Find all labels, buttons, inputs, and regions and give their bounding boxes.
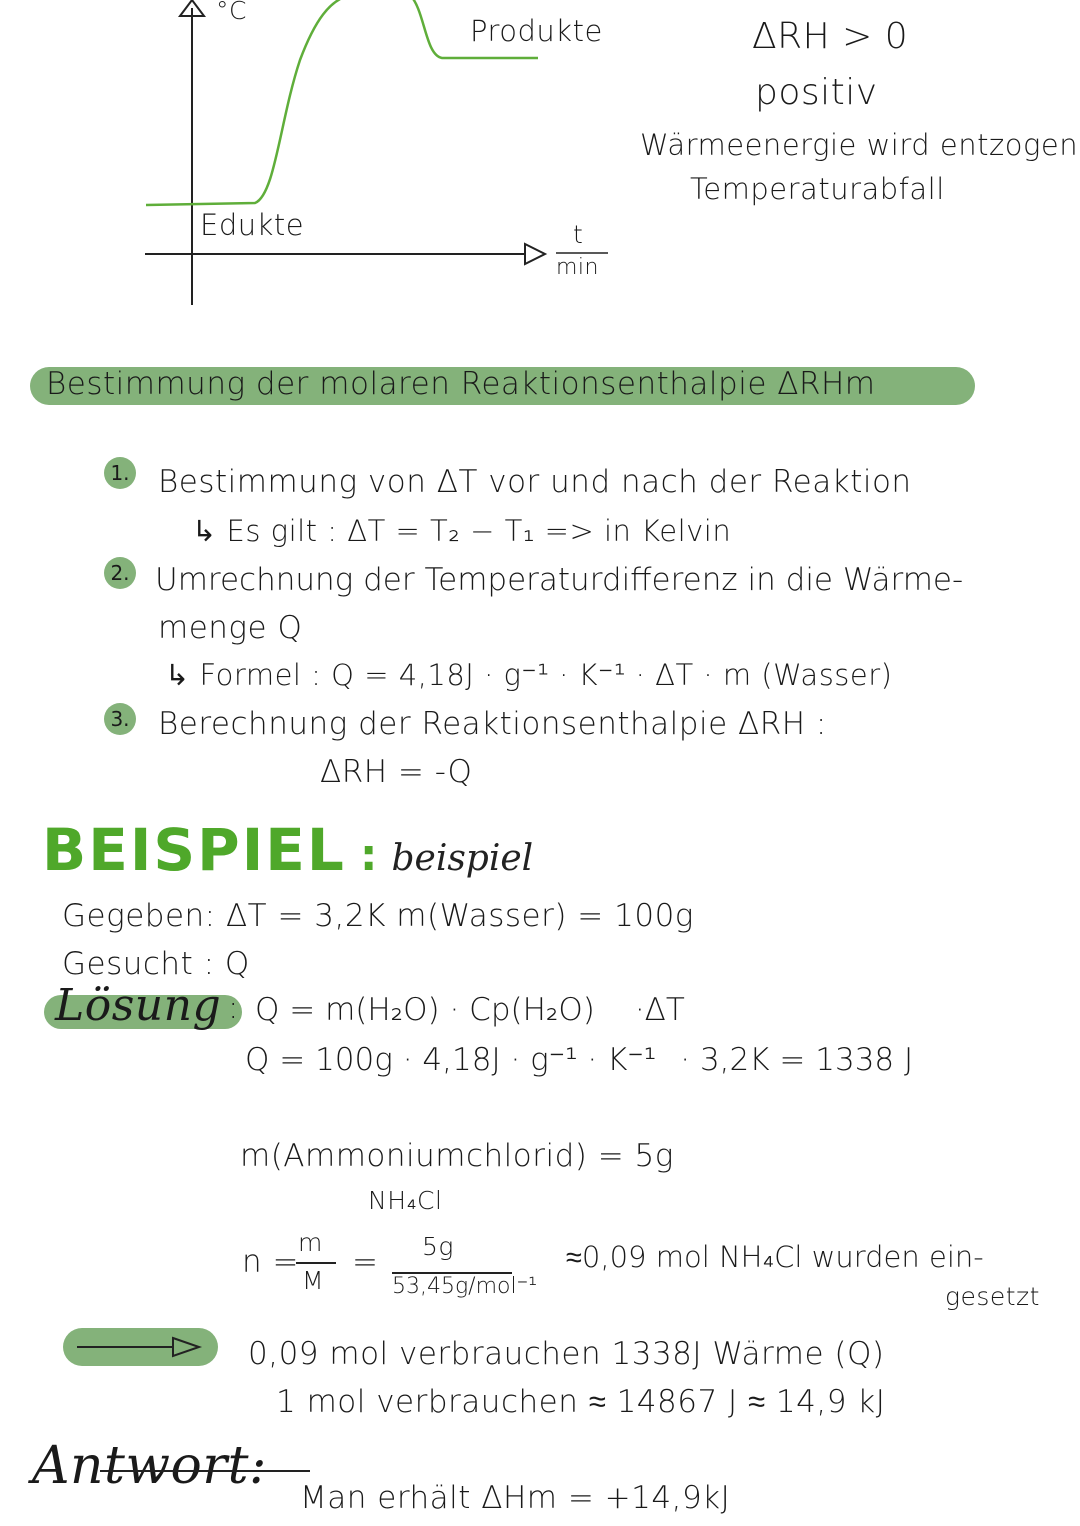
n-equals: =: [352, 1244, 379, 1280]
n-lhs: n =: [242, 1244, 299, 1280]
step-2-text: Umrechnung der Temperaturdifferenz in die Wärme-: [155, 562, 964, 598]
products-label: Produkte: [470, 14, 603, 48]
fraction-numerator: 5g: [422, 1232, 454, 1261]
y-axis-label: °C: [216, 0, 247, 25]
step-1-text: Bestimmung von ΔT vor und nach der Reaktion: [158, 464, 912, 500]
step-3-text: Berechnung der Reaktionsenthalpie ΔRH :: [158, 706, 827, 742]
step-2-sub: ↳ Formel : Q = 4,18J · g⁻¹ · K⁻¹ · ΔT · m (Wasser): [165, 658, 893, 692]
n-denominator: M: [302, 1266, 325, 1295]
n-result: ≈0,09 mol NH₄Cl wurden ein-: [566, 1240, 984, 1274]
enthalpy-sign: ΔRH > 0: [752, 16, 909, 57]
solution-label: Lösung: [55, 980, 222, 1031]
solution-colon: :: [228, 990, 239, 1026]
answer-label: Antwort:: [32, 1436, 268, 1496]
n-fraction-bar: [296, 1262, 336, 1264]
wanted-text: Gesucht : Q: [62, 946, 250, 982]
step-1-sub: ↳ Es gilt : ΔT = T₂ − T₁ => in Kelvin: [192, 514, 732, 548]
conclusion-line-1: 0,09 mol verbrauchen 1338J Wärme (Q): [248, 1336, 885, 1372]
section-title: Bestimmung der molaren Reaktionsenthalpie ΔRHm: [46, 366, 876, 402]
formula-2: Q = 100g · 4,18J · g⁻¹ · K⁻¹: [245, 1042, 657, 1078]
step-3-badge: 3.: [104, 703, 136, 735]
heat-text: Wärmeenergie wird entzogen: [640, 128, 1079, 162]
formula-2-end: · 3,2K = 1338 J: [680, 1042, 914, 1078]
formula-1: Q = m(H₂O) · Cp(H₂O): [255, 992, 595, 1028]
enthalpy-graph: [0, 0, 640, 320]
x-axis-label-min: min: [556, 255, 599, 280]
example-colon: :: [359, 830, 378, 881]
example-heading-script: beispiel: [391, 838, 534, 879]
answer-text: Man erhält ΔHm = +14,9kJ: [300, 1480, 731, 1516]
given-text: Gegeben: ΔT = 3,2K m(Wasser) = 100g: [62, 898, 694, 934]
n-result-cont: gesetzt: [944, 1282, 1040, 1311]
mass-text: m(Ammoniumchlorid) = 5g: [240, 1138, 674, 1174]
answer-underline: [100, 1470, 310, 1472]
educts-label: Edukte: [200, 208, 305, 242]
x-axis-label-t: t: [573, 220, 584, 249]
right-arrow-icon: [63, 1328, 218, 1366]
positive-label: positiv: [755, 72, 878, 113]
temperature-text: Temperaturabfall: [690, 172, 945, 206]
formula-1-row: [255, 992, 685, 1028]
fraction-denominator: 53,45g/mol⁻¹: [392, 1274, 538, 1299]
formula-1-end: ·ΔT: [634, 992, 685, 1028]
step-2-text-cont: menge Q: [158, 610, 303, 646]
formula-2-row: [245, 1042, 913, 1078]
x-axis-arrow: [525, 244, 545, 264]
example-heading: BEISPIEL: [42, 816, 346, 884]
mass-formula: NH₄Cl: [368, 1186, 443, 1215]
n-numerator: m: [298, 1228, 323, 1257]
step-1-badge: 1.: [104, 457, 136, 489]
step-3-sub: ΔRH = -Q: [320, 754, 473, 790]
conclusion-line-2: 1 mol verbrauchen ≈ 14867 J ≈ 14,9 kJ: [276, 1384, 886, 1420]
step-2-badge: 2.: [104, 557, 136, 589]
example-heading-row: [42, 816, 533, 884]
